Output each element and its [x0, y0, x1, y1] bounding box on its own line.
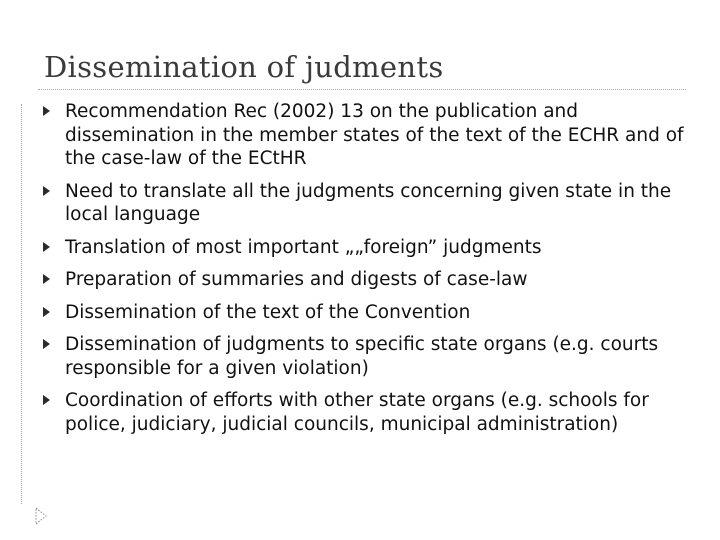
bullet-text: Dissemination of judgments to specific state organs (e.g. courts responsible for a given violation)	[65, 334, 659, 379]
bullet-text: Preparation of summaries and digests of case-law	[65, 269, 528, 290]
bullet-item	[40, 180, 692, 227]
slide-title: Dissemination of judments	[44, 50, 444, 84]
triangle-bullet-icon	[43, 106, 50, 116]
bullet-text: Recommendation Rec (2002) 13 on the publication and dissemination in the member states of the text of the ECHR and of the case-law of the ECtHR	[65, 101, 684, 169]
triangle-bullet-icon	[43, 274, 50, 284]
bullet-item	[40, 301, 692, 325]
triangle-bullet-icon	[43, 242, 50, 252]
triangle-bullet-icon	[43, 339, 50, 349]
left-dotted-border	[21, 104, 22, 504]
slide-navigation-arrow-icon[interactable]	[35, 507, 47, 525]
bullet-item	[40, 389, 692, 436]
bullet-item	[40, 268, 692, 292]
bullet-text: Translation of most important „„foreign” judgments	[65, 236, 542, 258]
triangle-bullet-icon	[43, 186, 50, 196]
bullet-text: Need to translate all the judgments concerning given state in the local language	[65, 180, 672, 225]
bullet-item	[40, 333, 692, 380]
bullet-list	[40, 100, 692, 445]
bullet-text: Coordination of efforts with other state organs (e.g. schools for police, judiciary, judicial councils, municipal administration)	[65, 390, 649, 435]
bullet-item	[40, 100, 692, 171]
triangle-bullet-icon	[43, 395, 50, 405]
bullet-item	[40, 236, 692, 260]
bullet-text: Dissemination of the text of the Convention	[65, 301, 471, 323]
title-divider	[38, 89, 686, 90]
triangle-bullet-icon	[43, 307, 50, 317]
